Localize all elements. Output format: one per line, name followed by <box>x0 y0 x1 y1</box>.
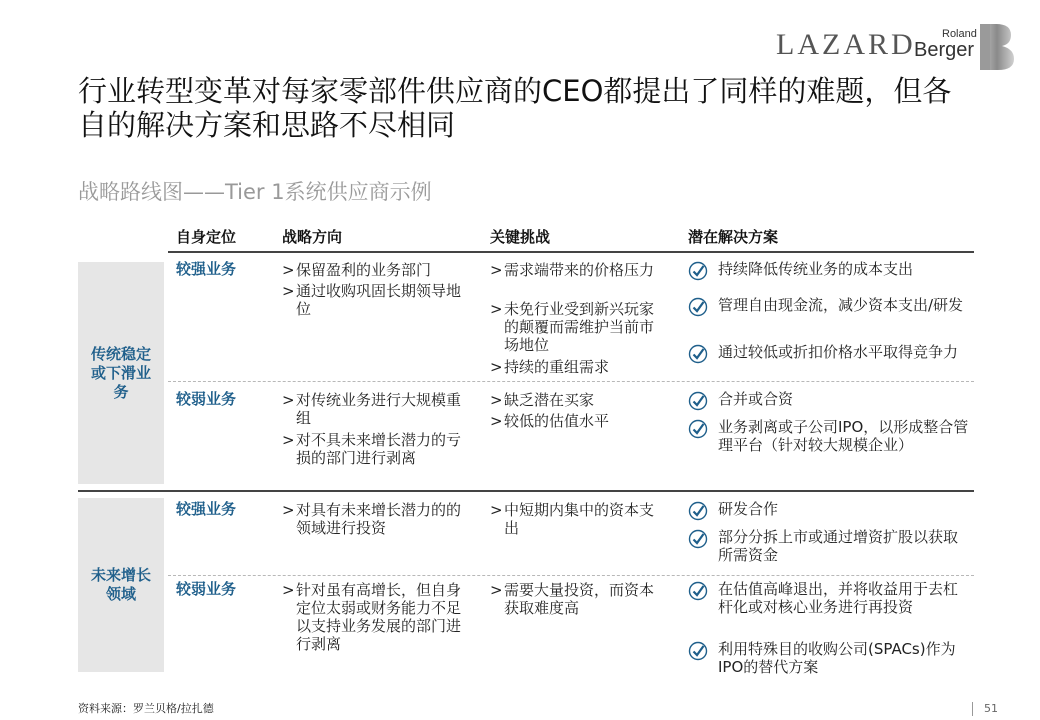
roland-berger-logo-roland: Roland <box>942 28 977 40</box>
challenge-item: > 较低的估值水平 <box>490 412 610 430</box>
solution-item: 通过较低或折扣价格水平取得竞争力 <box>688 343 970 361</box>
direction-item: > 对不具未来增长潜力的亏损的部门进行剥离 <box>282 431 462 467</box>
check-circle-icon <box>688 344 708 364</box>
solution-item: 合并或合资 <box>688 390 970 408</box>
group-label-growth <box>78 498 164 672</box>
solution-item: 持续降低传统业务的成本支出 <box>688 260 970 278</box>
row-divider <box>168 575 974 576</box>
group-label-text: 未来增长领域 <box>90 566 151 603</box>
group-divider <box>78 490 974 492</box>
direction-item: > 保留盈利的业务部门 <box>282 261 432 279</box>
solution-item: 管理自由现金流，减少资本支出/研发 <box>688 296 970 314</box>
row-position-label: 较弱业务 <box>176 580 237 598</box>
challenge-item: > 中短期内集中的资本支出 <box>490 501 655 537</box>
check-circle-icon <box>688 261 708 281</box>
check-circle-icon <box>688 501 708 521</box>
direction-item: > 对具有未来增长潜力的的领域进行投资 <box>282 501 462 537</box>
check-circle-icon <box>688 581 708 601</box>
column-header-challenges: 关键挑战 <box>490 228 551 246</box>
direction-item: > 针对虽有高增长，但自身定位太弱或财务能力不足以支持业务发展的部门进行剥离 <box>282 581 462 653</box>
direction-item: > 对传统业务进行大规模重组 <box>282 391 462 427</box>
check-circle-icon <box>688 297 708 317</box>
page-subtitle: 战略路线图——Tier 1系统供应商示例 <box>78 180 432 204</box>
roland-berger-logo-mark <box>978 22 1016 72</box>
column-header-direction: 战略方向 <box>282 228 343 246</box>
page-number: 51 <box>984 702 998 715</box>
check-circle-icon <box>688 529 708 549</box>
challenge-item: > 持续的重组需求 <box>490 358 610 376</box>
check-circle-icon <box>688 641 708 661</box>
lazard-logo: LAZARD <box>776 28 916 61</box>
row-position-label: 较弱业务 <box>176 390 237 408</box>
group-label-text: 传统稳定或下滑业务 <box>90 344 151 401</box>
column-header-solutions: 潜在解决方案 <box>688 228 779 246</box>
row-position-label: 较强业务 <box>176 260 237 278</box>
row-position-label: 较强业务 <box>176 500 237 518</box>
challenge-item: > 缺乏潜在买家 <box>490 391 595 409</box>
column-header-position: 自身定位 <box>176 228 237 246</box>
footer-source: 资料来源：罗兰贝格/拉扎德 <box>78 702 214 715</box>
challenge-item: > 需要大量投资，而资本获取难度高 <box>490 581 655 617</box>
header-divider <box>168 251 974 253</box>
footer-divider <box>972 702 973 716</box>
solution-item: 研发合作 <box>688 500 970 518</box>
page-title: 行业转型变革对每家零部件供应商的CEO都提出了同样的难题，但各自的解决方案和思路不尽相同 <box>78 74 952 142</box>
row-divider <box>168 381 974 382</box>
challenge-item: > 未免行业受到新兴玩家的颠覆而需维护当前市场地位 <box>490 300 655 354</box>
check-circle-icon <box>688 419 708 439</box>
direction-item: > 通过收购巩固长期领导地位 <box>282 282 462 318</box>
check-circle-icon <box>688 391 708 411</box>
challenge-item: > 需求端带来的价格压力 <box>490 261 655 279</box>
solution-item: 在估值高峰退出，并将收益用于去杠杆化或对核心业务进行再投资 <box>688 580 970 616</box>
solution-item: 业务剥离或子公司IPO，以形成整合管理平台（针对较大规模企业） <box>688 418 970 454</box>
solution-item: 部分分拆上市或通过增资扩股以获取所需资金 <box>688 528 970 564</box>
solution-item: 利用特殊目的收购公司(SPACs)作为IPO的替代方案 <box>688 640 970 676</box>
group-label-traditional <box>78 262 164 484</box>
roland-berger-logo-berger: Berger <box>914 39 975 61</box>
